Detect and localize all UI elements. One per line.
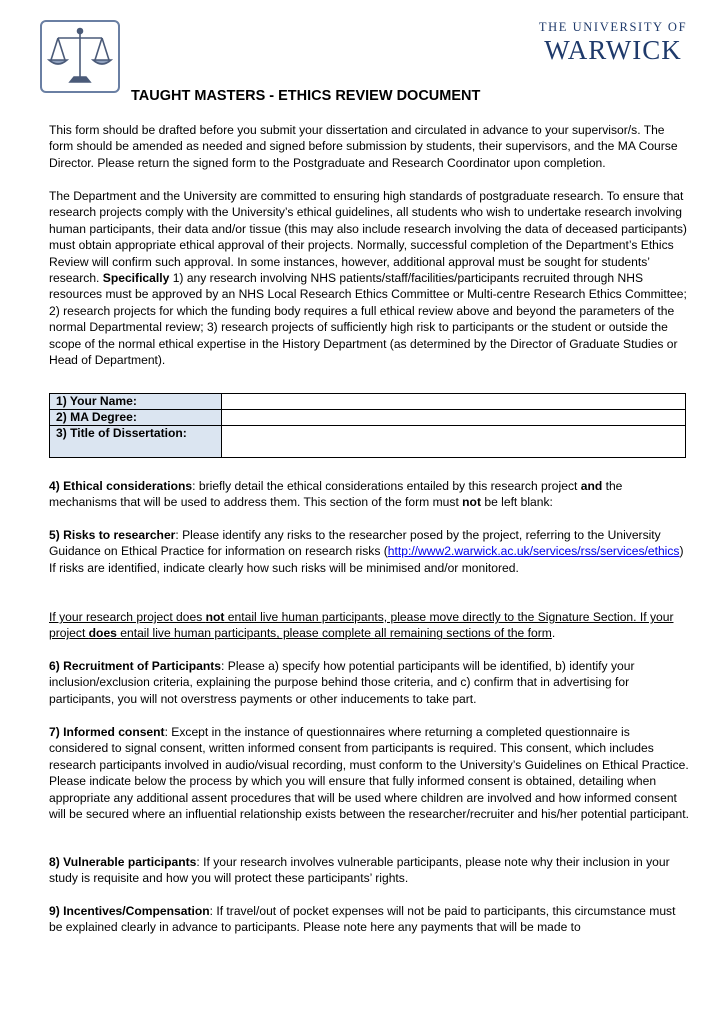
- section-4-ethical-considerations: [49, 478, 689, 511]
- document-title: TAUGHT MASTERS - ETHICS REVIEW DOCUMENT: [131, 88, 481, 104]
- intro-paragraph-1: [49, 122, 689, 171]
- note-text-a: If your research project does: [49, 610, 206, 624]
- note-text-c: entail live human participants, please complete all remaining sections of the form: [116, 626, 552, 641]
- section-4-text-a: : briefly detail the ethical considerations entailed by this research project: [192, 479, 581, 493]
- section-5-text-b: ) If risks are identified, indicate clearly how such risks will be minimised and/or monitored.: [49, 544, 684, 575]
- table-row: [50, 394, 686, 410]
- scales-of-justice-logo: [40, 20, 120, 93]
- university-logo-line1: THE UNIVERSITY OF: [538, 20, 688, 34]
- section-4-text-b: the mechanisms that will be used to address them. This section of the form must: [49, 479, 623, 510]
- section-5-heading: 5) Risks to researcher: [49, 528, 176, 542]
- table-row: [50, 426, 686, 458]
- university-logo: [538, 20, 688, 66]
- student-details-table: [49, 393, 686, 458]
- intro-p2-text: [49, 188, 689, 368]
- intro-p2-part-a: The Department and the University are committed to ensuring high standards of postgraduate research. To ensure that research projects comply with the University’s ethical guidelines, all students who wish to undertake research involving human participants, their data and/or tissue (this may also include research involving the data of deceased participants) must obtain appropriate ethical approval of their projects. Normally, successful completion of the Department’s Ethics Review will confirm such approval. In some instances, however, additional approval must be sought for students’ research.: [49, 189, 687, 286]
- degree-label: 2) MA Degree:: [50, 410, 222, 426]
- section-4-heading: 4) Ethical considerations: [49, 479, 193, 493]
- section-8-vulnerable-participants: [49, 854, 689, 887]
- degree-field[interactable]: [222, 410, 686, 426]
- section-4-and: and: [580, 479, 603, 493]
- intro-p2-part-c: 1) any research involving NHS patients/staff/facilities/participants recruited through NHS resources must be approved by an NHS Local Research Ethics Committee or Multi-centre Research Ethics Committee; 2) research projects for which the funding body requires a full ethical review above and beyond the parameters of the normal Departmental review; 3) research projects of sufficiently high risk to participants or the student or outside the scope of the normal ethical expertise in the History Department (as determined by the Director of Graduate Studies or Head of Department).: [49, 271, 687, 368]
- section-9-text: : If travel/out of pocket expenses will not be paid to participants, this circumstance must be explained clearly in advance to participants. Please note here any payments that will be made to: [49, 904, 676, 935]
- dissertation-title-field[interactable]: [222, 426, 686, 458]
- section-6-text: : Please a) specify how potential participants will be identified, b) identify your inclusion/exclusion criteria, explaining the purpose behind those criteria, and c) confirm that in advertising for participants, you will not overstress payments or other inducements to take part.: [49, 659, 635, 706]
- section-7-text: : Except in the instance of questionnaires where returning a completed questionnaire is considered to signal consent, written informed consent from participants is required. This consent, which includes research participants involved in audio/visual recording, must conform to the University’s Guidelines on Ethical Practice. Please indicate below the process by which you will ensure that fully informed consent is obtained, detailing when appropriate any additional assent procedures that will be used where children are involved and how informed consent will be secured where an influential relationship exists between the researcher/recruiter and his/her potential participant.: [49, 725, 689, 822]
- section-7-heading: 7) Informed consent: [49, 725, 165, 739]
- dissertation-title-label: 3) Title of Dissertation:: [50, 426, 222, 458]
- scales-icon: [42, 22, 118, 91]
- section-6-heading: 6) Recruitment of Participants: [49, 659, 222, 673]
- section-8-text: : If your research involves vulnerable participants, please note why their inclusion in your study is requisite and how you will protect these participants’ rights.: [49, 855, 670, 886]
- participants-note: [49, 609, 689, 642]
- section-8-heading: 8) Vulnerable participants: [49, 855, 197, 869]
- intro-p2-specifically: Specifically: [102, 271, 170, 286]
- name-field[interactable]: [222, 394, 686, 410]
- note-text-b: entail live human participants, please move directly to the Signature Section. If your project: [49, 610, 674, 641]
- intro-paragraph-2: [49, 188, 689, 368]
- note-text-d: .: [551, 626, 556, 641]
- ethics-guidance-link[interactable]: http://www2.warwick.ac.uk/services/rss/services/ethics: [387, 544, 680, 559]
- note-does: does: [88, 626, 117, 641]
- section-5-risks: [49, 527, 689, 576]
- section-4-not: not: [462, 495, 481, 510]
- intro-p1-text: This form should be drafted before you submit your dissertation and circulated in advance to your supervisor/s. The form should be amended as needed and signed before submission by students, their supervisors, and the MA Course Director. Please return the signed form to the Postgraduate and Research Coordinator upon completion.: [49, 123, 678, 170]
- university-logo-line2: WARWICK: [544, 35, 682, 65]
- name-label: 1) Your Name:: [50, 394, 222, 410]
- section-6-recruitment: [49, 658, 689, 707]
- table-row: [50, 410, 686, 426]
- section-7-informed-consent: [49, 724, 689, 822]
- section-5-text-a: : Please identify any risks to the researcher posed by the project, referring to the University Guidance on Ethical Practice for information on research risks (: [49, 528, 661, 559]
- note-not: not: [205, 610, 225, 624]
- section-4-text-c: be left blank:: [480, 495, 553, 510]
- section-9-heading: 9) Incentives/Compensation: [49, 904, 210, 918]
- section-9-incentives: [49, 903, 689, 936]
